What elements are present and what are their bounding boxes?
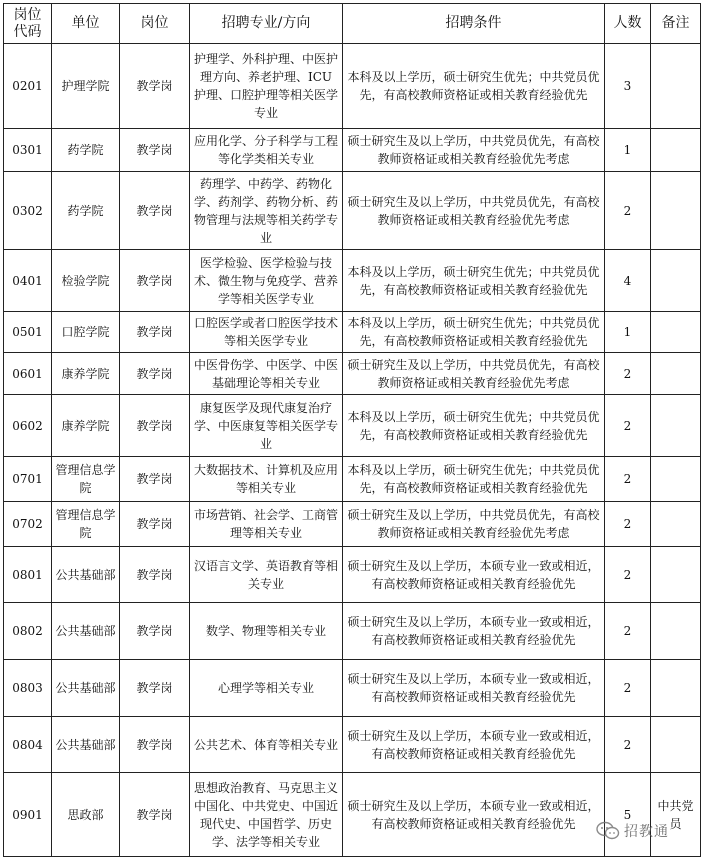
cell-cond: 硕士研究生及以上学历，本硕专业一致或相近，有高校教师资格证或相关教育经验优先 — [343, 547, 605, 603]
cell-major: 应用化学、分子科学与工程等化学类相关专业 — [190, 129, 343, 172]
cell-major: 公共艺术、体育等相关专业 — [190, 717, 343, 773]
cell-code: 0801 — [4, 547, 52, 603]
header-post: 岗位 — [120, 4, 190, 44]
cell-num: 4 — [605, 250, 651, 312]
table-row — [4, 717, 701, 773]
cell-unit: 药学院 — [52, 129, 120, 172]
cell-note — [651, 660, 701, 717]
cell-num: 2 — [605, 502, 651, 547]
cell-code: 0302 — [4, 172, 52, 250]
header-num: 人数 — [605, 4, 651, 44]
cell-note — [651, 353, 701, 395]
cell-unit: 公共基础部 — [52, 603, 120, 660]
cell-code: 0702 — [4, 502, 52, 547]
header-row — [4, 4, 701, 44]
cell-post: 教学岗 — [120, 547, 190, 603]
cell-num: 3 — [605, 44, 651, 129]
cell-unit: 公共基础部 — [52, 547, 120, 603]
cell-code: 0802 — [4, 603, 52, 660]
cell-unit: 口腔学院 — [52, 312, 120, 353]
cell-cond: 硕士研究生及以上学历，中共党员优先，有高校教师资格证或相关教育经验优先考虑 — [343, 353, 605, 395]
cell-cond: 硕士研究生及以上学历，中共党员优先，有高校教师资格证或相关教育经验优先考虑 — [343, 502, 605, 547]
table-row — [4, 44, 701, 129]
table-row — [4, 312, 701, 353]
cell-major: 康复医学及现代康复治疗学、中医康复等相关医学专业 — [190, 395, 343, 457]
header-major: 招聘专业/方向 — [190, 4, 343, 44]
cell-code: 0803 — [4, 660, 52, 717]
cell-num: 2 — [605, 172, 651, 250]
cell-code: 0401 — [4, 250, 52, 312]
table-row — [4, 395, 701, 457]
cell-num: 2 — [605, 603, 651, 660]
cell-unit: 检验学院 — [52, 250, 120, 312]
cell-unit: 康养学院 — [52, 395, 120, 457]
cell-code: 0701 — [4, 457, 52, 502]
cell-cond: 硕士研究生及以上学历，本硕专业一致或相近，有高校教师资格证或相关教育经验优先 — [343, 717, 605, 773]
cell-major: 思想政治教育、马克思主义中国化、中共党史、中国近现代史、中国哲学、历史学、法学等相关专业 — [190, 773, 343, 857]
table-row — [4, 250, 701, 312]
cell-major: 药理学、中药学、药物化学、药剂学、药物分析、药物管理与法规等相关药学专业 — [190, 172, 343, 250]
cell-note — [651, 547, 701, 603]
wechat-icon — [596, 821, 620, 841]
cell-num: 1 — [605, 312, 651, 353]
cell-major: 护理学、外科护理、中医护理方向、养老护理、ICU 护理、口腔护理等相关医学专业 — [190, 44, 343, 129]
table-row — [4, 502, 701, 547]
cell-code: 0804 — [4, 717, 52, 773]
cell-code: 0901 — [4, 773, 52, 857]
table-row — [4, 457, 701, 502]
header-cond: 招聘条件 — [343, 4, 605, 44]
header-note: 备注 — [651, 4, 701, 44]
cell-cond: 硕士研究生及以上学历，中共党员优先，有高校教师资格证或相关教育经验优先考虑 — [343, 129, 605, 172]
watermark — [596, 819, 669, 843]
cell-post: 教学岗 — [120, 129, 190, 172]
cell-unit: 管理信息学院 — [52, 457, 120, 502]
cell-cond: 本科及以上学历，硕士研究生优先；中共党员优先，有高校教师资格证或相关教育经验优先 — [343, 250, 605, 312]
cell-major: 口腔医学或者口腔医学技术等相关医学专业 — [190, 312, 343, 353]
cell-note: 中共党员 — [651, 773, 701, 857]
cell-major: 汉语言文学、英语教育等相关专业 — [190, 547, 343, 603]
table-row — [4, 773, 701, 857]
cell-cond: 本科及以上学历，硕士研究生优先；中共党员优先，有高校教师资格证或相关教育经验优先 — [343, 457, 605, 502]
cell-note — [651, 44, 701, 129]
cell-num: 2 — [605, 353, 651, 395]
cell-unit: 管理信息学院 — [52, 502, 120, 547]
cell-post: 教学岗 — [120, 44, 190, 129]
cell-cond: 本科及以上学历，硕士研究生优先；中共党员优先，有高校教师资格证或相关教育经验优先 — [343, 44, 605, 129]
cell-num: 2 — [605, 717, 651, 773]
cell-note — [651, 129, 701, 172]
table-row — [4, 547, 701, 603]
cell-major: 中医骨伤学、中医学、中医基础理论等相关专业 — [190, 353, 343, 395]
cell-num: 2 — [605, 547, 651, 603]
cell-unit: 护理学院 — [52, 44, 120, 129]
cell-unit: 思政部 — [52, 773, 120, 857]
cell-num: 5 — [605, 773, 651, 857]
cell-post: 教学岗 — [120, 250, 190, 312]
cell-post: 教学岗 — [120, 660, 190, 717]
cell-code: 0201 — [4, 44, 52, 129]
cell-note — [651, 312, 701, 353]
header-code: 岗位 代码 — [4, 4, 52, 44]
cell-num: 2 — [605, 660, 651, 717]
table-row — [4, 353, 701, 395]
cell-unit: 公共基础部 — [52, 660, 120, 717]
cell-note — [651, 250, 701, 312]
cell-cond: 硕士研究生及以上学历，本硕专业一致或相近，有高校教师资格证或相关教育经验优先 — [343, 773, 605, 857]
cell-post: 教学岗 — [120, 395, 190, 457]
cell-code: 0602 — [4, 395, 52, 457]
table-row — [4, 172, 701, 250]
cell-note — [651, 603, 701, 660]
table-row — [4, 603, 701, 660]
cell-note — [651, 457, 701, 502]
cell-post: 教学岗 — [120, 603, 190, 660]
cell-post: 教学岗 — [120, 717, 190, 773]
cell-post: 教学岗 — [120, 172, 190, 250]
cell-major: 心理学等相关专业 — [190, 660, 343, 717]
cell-major: 数学、物理等相关专业 — [190, 603, 343, 660]
cell-cond: 本科及以上学历，硕士研究生优先；中共党员优先，有高校教师资格证或相关教育经验优先 — [343, 395, 605, 457]
cell-cond: 本科及以上学历，硕士研究生优先；中共党员优先，有高校教师资格证或相关教育经验优先 — [343, 312, 605, 353]
cell-unit: 药学院 — [52, 172, 120, 250]
cell-num: 2 — [605, 457, 651, 502]
cell-cond: 硕士研究生及以上学历，中共党员优先，有高校教师资格证或相关教育经验优先考虑 — [343, 172, 605, 250]
recruitment-table — [3, 3, 701, 857]
cell-code: 0601 — [4, 353, 52, 395]
cell-note — [651, 502, 701, 547]
cell-unit: 康养学院 — [52, 353, 120, 395]
cell-major: 市场营销、社会学、工商管理等相关专业 — [190, 502, 343, 547]
cell-post: 教学岗 — [120, 353, 190, 395]
cell-major: 医学检验、医学检验与技术、微生物与免疫学、营养学等相关医学专业 — [190, 250, 343, 312]
cell-num: 2 — [605, 395, 651, 457]
cell-code: 0301 — [4, 129, 52, 172]
watermark-text: 招教通 — [624, 824, 669, 840]
cell-cond: 硕士研究生及以上学历，本硕专业一致或相近，有高校教师资格证或相关教育经验优先 — [343, 603, 605, 660]
header-unit: 单位 — [52, 4, 120, 44]
cell-unit: 公共基础部 — [52, 717, 120, 773]
cell-code: 0501 — [4, 312, 52, 353]
cell-note — [651, 717, 701, 773]
table-row — [4, 660, 701, 717]
cell-major: 大数据技术、计算机及应用等相关专业 — [190, 457, 343, 502]
cell-post: 教学岗 — [120, 773, 190, 857]
cell-note — [651, 172, 701, 250]
cell-note — [651, 395, 701, 457]
cell-cond: 硕士研究生及以上学历，本硕专业一致或相近，有高校教师资格证或相关教育经验优先 — [343, 660, 605, 717]
cell-post: 教学岗 — [120, 457, 190, 502]
cell-post: 教学岗 — [120, 312, 190, 353]
cell-num: 1 — [605, 129, 651, 172]
table-row — [4, 129, 701, 172]
cell-post: 教学岗 — [120, 502, 190, 547]
